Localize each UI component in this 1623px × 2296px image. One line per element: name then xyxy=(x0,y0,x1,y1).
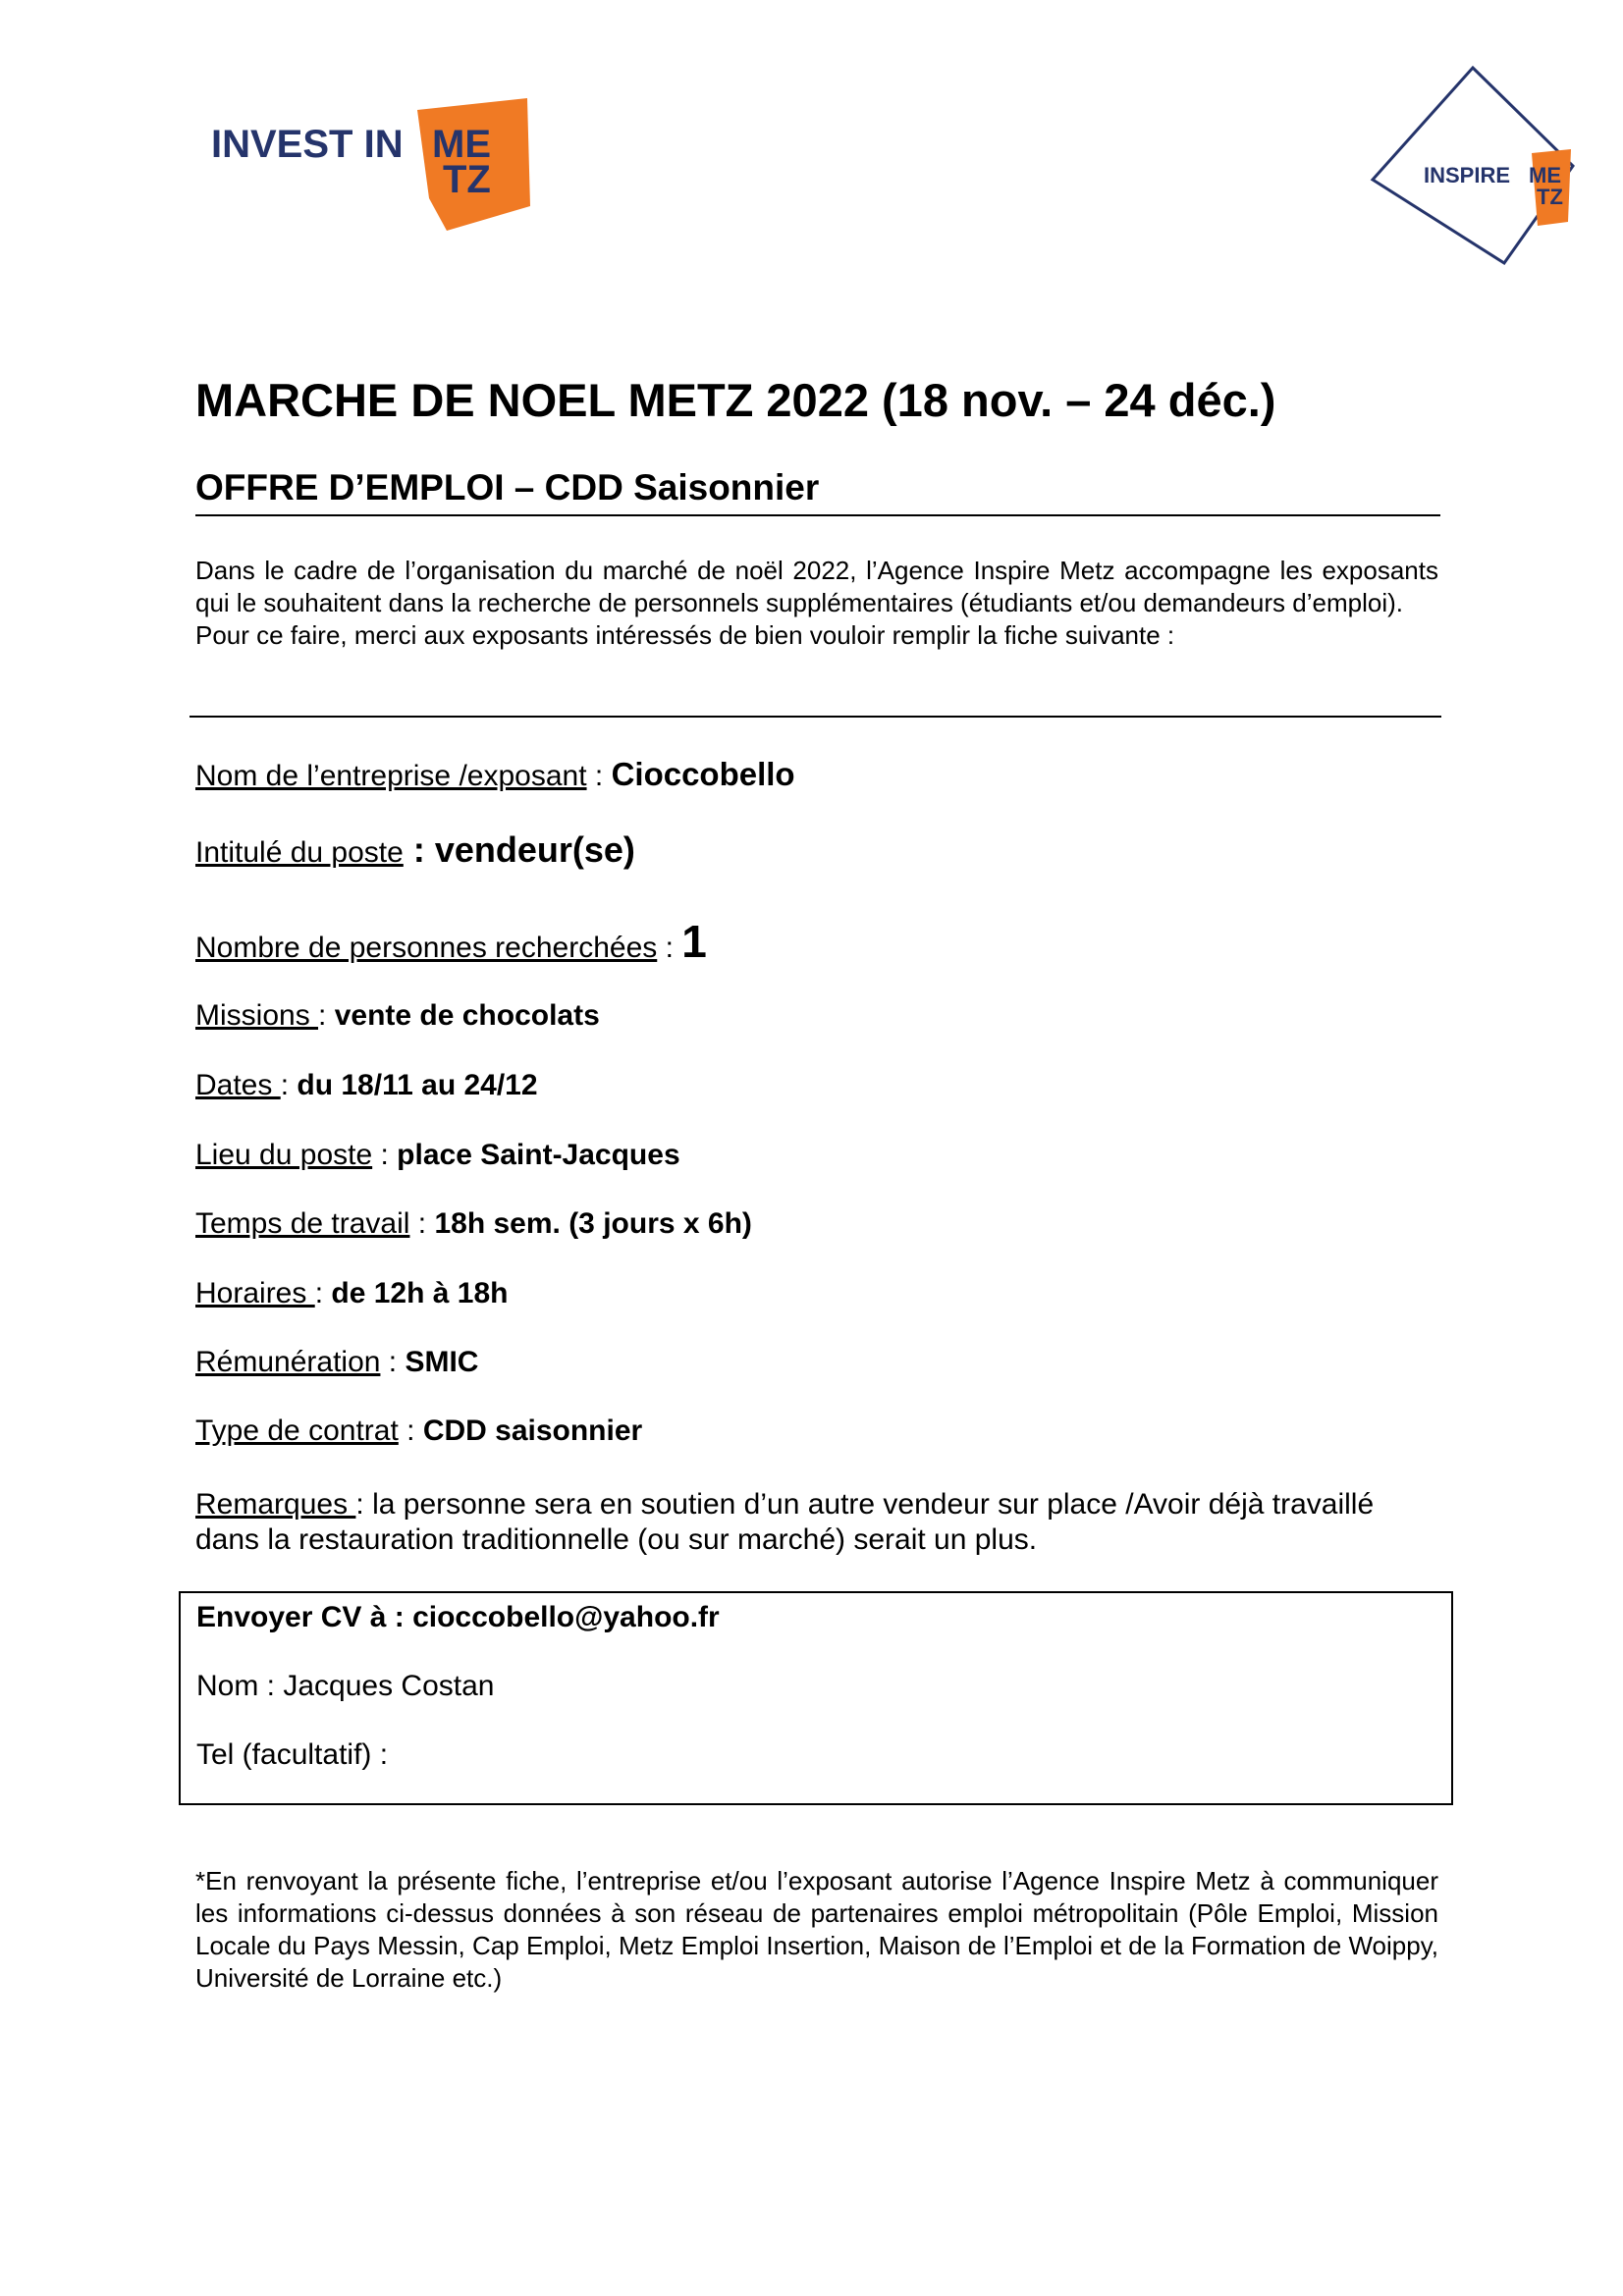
inspire-logo-tz: TZ xyxy=(1537,185,1563,209)
invest-in-metz-logo xyxy=(211,98,535,236)
field-poste-sep: : xyxy=(403,829,435,870)
field-temps xyxy=(195,1207,752,1241)
field-lieu-label: Lieu du poste xyxy=(195,1139,373,1171)
field-nombre-value: 1 xyxy=(681,916,707,967)
field-poste-value: vendeur(se) xyxy=(434,829,635,870)
field-nombre-sep: : xyxy=(657,932,682,964)
field-horaires-label: Horaires xyxy=(195,1277,315,1309)
field-contrat-value: CDD saisonnier xyxy=(422,1415,643,1447)
field-contrat-sep: : xyxy=(398,1415,423,1447)
field-remuneration-value: SMIC xyxy=(405,1346,479,1378)
page-title: MARCHE DE NOEL METZ 2022 (18 nov. – 24 déc.) xyxy=(195,374,1276,426)
contact-phone: Tel (facultatif) : xyxy=(196,1738,389,1771)
invest-logo-tz: TZ xyxy=(443,158,491,201)
invest-logo-text: INVEST IN xyxy=(211,123,404,166)
field-entreprise xyxy=(195,756,795,793)
field-horaires-value: de 12h à 18h xyxy=(331,1277,509,1309)
footnote: *En renvoyant la présente fiche, l’entreprise et/ou l’exposant autorise l’Agence Inspire Metz à communiquer les informations ci-dessus données à son réseau de partenaires emploi métropolitain (Pôle Emploi, Mission Locale du Pays Messin, Cap Emploi, Metz Emploi Insertion, Maison de l’Emploi et de la Formation de Woippy, Université de Lorraine etc.) xyxy=(195,1866,1438,1993)
field-horaires xyxy=(195,1277,508,1310)
contact-name: Nom : Jacques Costan xyxy=(196,1670,495,1702)
inspire-logo-me: ME xyxy=(1529,163,1561,187)
field-remarques xyxy=(195,1487,1442,1558)
inspire-metz-logo xyxy=(1365,65,1576,266)
field-poste-label: Intitulé du poste xyxy=(195,836,404,869)
intro-text xyxy=(195,555,1438,652)
field-missions-label: Missions xyxy=(195,999,319,1032)
field-dates-sep: : xyxy=(280,1069,298,1101)
intro-instruction: Pour ce faire, merci aux exposants intéressés de bien vouloir remplir la fiche suivante : xyxy=(195,620,1175,650)
field-entreprise-label: Nom de l’entreprise /exposant xyxy=(195,760,587,792)
inspire-logo-text: INSPIRE xyxy=(1424,163,1511,187)
field-missions-value: vente de chocolats xyxy=(334,999,600,1032)
send-cv-line: Envoyer CV à : cioccobello@yahoo.fr xyxy=(196,1601,720,1633)
field-remuneration xyxy=(195,1346,478,1379)
contact-box xyxy=(179,1591,1453,1805)
field-lieu-sep: : xyxy=(372,1139,398,1171)
field-lieu-value: place Saint-Jacques xyxy=(397,1139,680,1171)
field-nombre xyxy=(195,915,707,968)
field-missions-sep: : xyxy=(318,999,335,1032)
field-remuneration-sep: : xyxy=(380,1346,406,1378)
field-lieu xyxy=(195,1139,680,1172)
field-missions xyxy=(195,999,600,1033)
field-entreprise-sep: : xyxy=(586,760,612,792)
subtitle-divider xyxy=(195,514,1440,516)
field-poste xyxy=(195,829,635,871)
field-remarques-value: la personne sera en soutien d’un autre vendeur sur place /Avoir déjà travaillé dans la restauration traditionnelle (ou sur marché) serait un plus. xyxy=(195,1488,1375,1556)
field-temps-value: 18h sem. (3 jours x 6h) xyxy=(434,1207,752,1240)
intro-divider xyxy=(189,716,1441,718)
field-remuneration-label: Rémunération xyxy=(195,1346,381,1378)
field-dates-label: Dates xyxy=(195,1069,281,1101)
field-temps-sep: : xyxy=(409,1207,435,1240)
field-contrat xyxy=(195,1415,642,1448)
field-temps-label: Temps de travail xyxy=(195,1207,410,1240)
field-remarques-label: Remarques xyxy=(195,1488,356,1521)
field-nombre-label: Nombre de personnes recherchées xyxy=(195,932,658,964)
field-contrat-label: Type de contrat xyxy=(195,1415,399,1447)
intro-paragraph: Dans le cadre de l’organisation du marché de noël 2022, l’Agence Inspire Metz accompagne les exposants qui le souhaitent dans la recherche de personnels supplémentaires (étudiants et/ou demandeurs d’emploi). xyxy=(195,556,1438,617)
field-dates-value: du 18/11 au 24/12 xyxy=(297,1069,538,1101)
field-dates xyxy=(195,1069,538,1102)
page-subtitle: OFFRE D’EMPLOI – CDD Saisonnier xyxy=(195,467,820,507)
field-remarques-sep: : xyxy=(355,1488,373,1521)
field-entreprise-value: Cioccobello xyxy=(611,756,795,792)
invest-logo-me: ME xyxy=(432,123,491,166)
field-horaires-sep: : xyxy=(314,1277,332,1309)
